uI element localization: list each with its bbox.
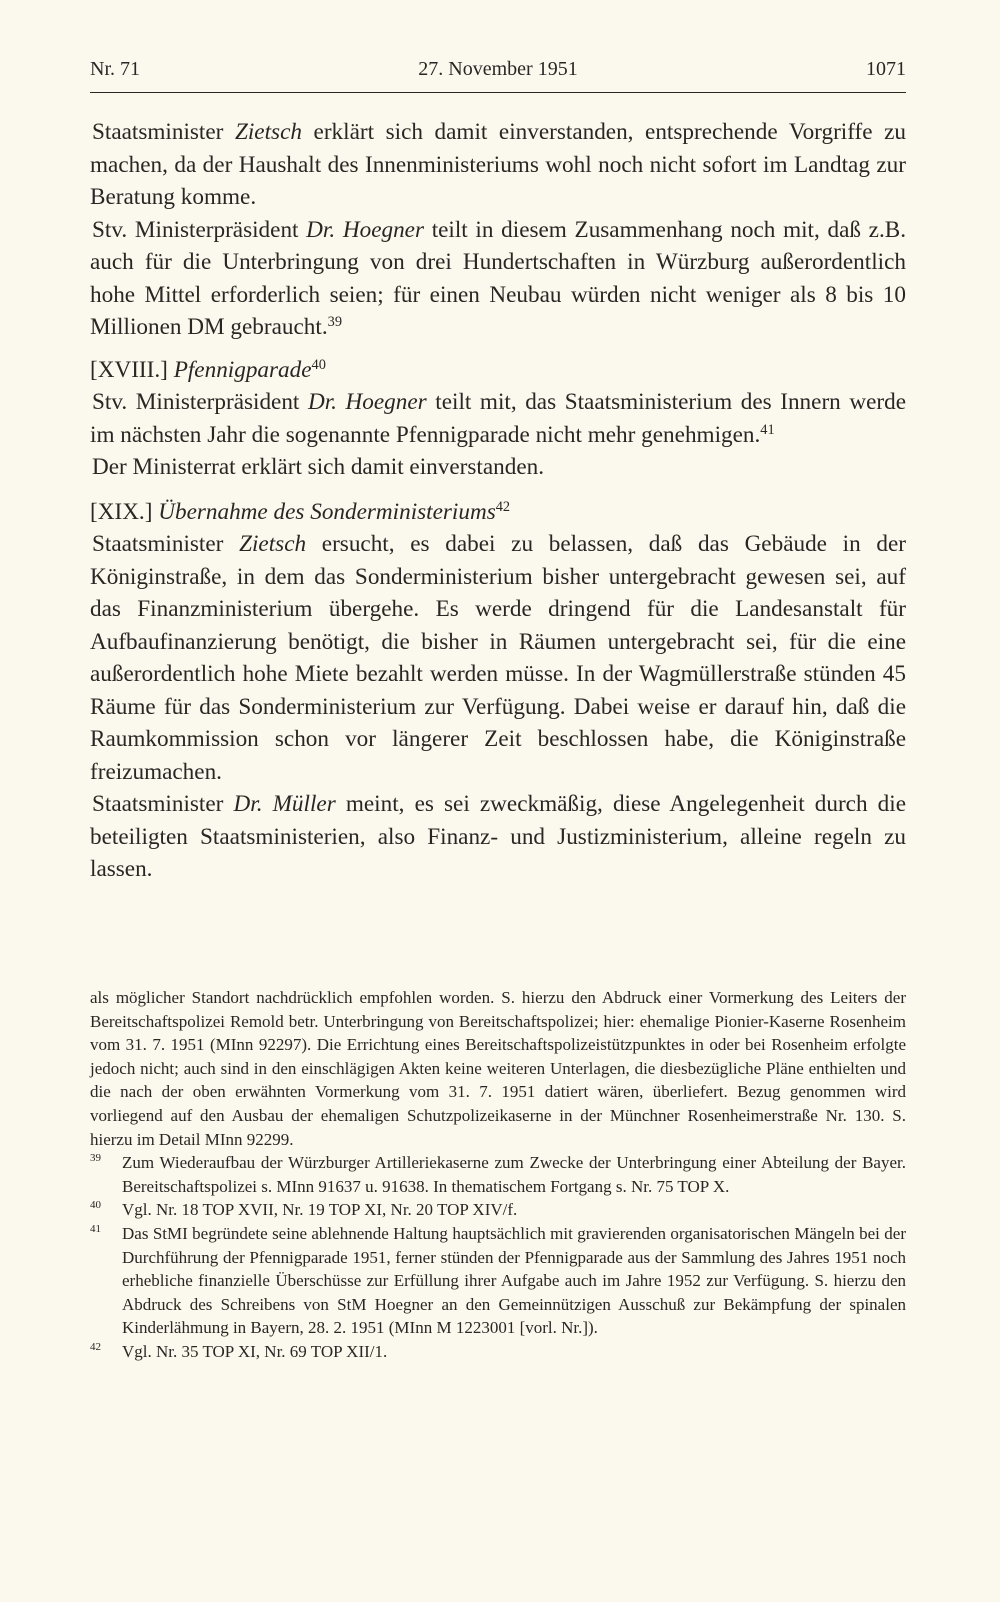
paragraph: Staatsminister Dr. Müller meint, es sei zweckmäßig, diese Angelegenheit durch die beteiligten Staatsministerien, also Finanz- und Justizministerium, alleine regeln zu lassen. — [90, 791, 906, 882]
footnote-ref[interactable]: 40 — [311, 356, 326, 373]
paragraph: Der Ministerrat erklärt sich damit einverstanden. — [92, 454, 544, 480]
paragraph: Stv. Ministerpräsident Dr. Hoegner teilt in diesem Zusammenhang noch mit, daß z.B. auch für die Unterbringung von drei Hundertschaften in Würzburg außerordentlich hohe Mittel erforderlich seien; für einen Neubau würden nicht weniger als 8 bis 10 Millionen DM gebraucht.$^{39}$ — [90, 216, 906, 340]
document-number: Nr. 71 — [90, 58, 140, 80]
footnote-number: 39 — [90, 1152, 101, 1165]
footnote-40: 40 Vgl. Nr. 18 TOP XVII, Nr. 19 TOP XI, Nr. 20 TOP XIV/f. — [90, 1199, 518, 1220]
section-heading-xix: [XIX.] Übernahme des Sonderministeriums$^{42}$ — [90, 498, 511, 525]
speaker-name: Dr. Müller — [233, 791, 336, 817]
main-text — [90, 116, 906, 886]
footnote-number: 40 — [90, 1199, 101, 1212]
paragraph: Staatsminister Zietsch ersucht, es dabei zu belassen, daß das Gebäude in der Königinstraße, in dem das Sonderministerium bisher untergebracht gewesen sei, auf das Finanzministerium übergehe. Es werde dringend für die Landesanstalt für Aufbaufinanzierung benötigt, die bisher in Räumen untergebracht sei, für die eine außerordentlich hohe Miete bezahlt werden müsse. In der Wagmüllerstraße stünden 45 Räume für das Sonderministerium zur Verfügung. Dabei weise er darauf hin, daß die Raumkommission schon vor längerer Zeit beschlossen habe, die Königinstraße freizumachen. — [90, 531, 907, 785]
header-date: 27. November 1951 — [418, 58, 578, 80]
footnote-continuation: als möglicher Standort nachdrücklich empfohlen worden. S. hierzu den Abdruck einer Vormerkung des Leiters der Bereitschaftspolizei Remold betr. Unterbringung von Bereitschaftspolizei; hier: ehemalige Pionier-Kaserne Rosenheim vom 31. 7. 1951 (MInn 92297). Die Errichtung eines Bereitschaftspolizeistützpunktes in oder bei Rosenheim erfolgte jedoch nicht; auch sind in den einschlägigen Akten keine weiteren Unterlagen, die diesbezügliche Pläne enthielten und die nach der oben erwähnten Vormerkung vom 31. 7. 1951 datiert wären, überliefert. Bezug genommen wird vorliegend auf den Ausbau der ehemaligen Schutzpolizeikaserne in der Münchner Rosenheimerstraße Nr. 130. S. hierzu im Detail MInn 92299. — [90, 988, 906, 1149]
speaker-name: Zietsch — [234, 119, 302, 145]
paragraph: Staatsminister Zietsch erklärt sich damit einverstanden, entsprechende Vorgriffe zu machen, da der Haushalt des Innenministeriums wohl noch nicht sofort im Landtag zur Beratung komme. — [90, 119, 907, 210]
speaker-name: Zietsch — [239, 531, 307, 557]
header-rule — [90, 92, 906, 93]
footnotes — [90, 986, 906, 1364]
running-header — [90, 58, 906, 88]
footnote-ref[interactable]: 39 — [327, 314, 343, 331]
paragraph: Stv. Ministerpräsident Dr. Hoegner teilt mit, das Staatsministerium des Innern werde im nächsten Jahr die sogenannte Pfennigparade nicht mehr genehmigen.$^{41}$ — [90, 389, 906, 448]
footnote-39: 39 Zum Wiederaufbau der Würzburger Artilleriekaserne zum Zwecke der Unterbringung einer Abteilung der Bayer. Bereitschaftspolizei s. MInn 91637 u. 91638. In thematischem Fortgang s. Nr. 75 TOP X. — [90, 1152, 906, 1196]
footnote-number: 41 — [90, 1222, 101, 1235]
footnote-number: 42 — [90, 1340, 101, 1353]
page-number: 1071 — [866, 58, 906, 80]
speaker-name: Dr. Hoegner — [307, 389, 427, 415]
footnote-41: 41 Das StMI begründete seine ablehnende Haltung hauptsächlich mit gravierenden organisatorischen Mängeln bei der Durchführung der Pfennigparade 1951, ferner stünden der Pfennigparade aus der Sammlung des Jahres 1951 noch erhebliche finanzielle Überschüsse zur Erfüllung ihrer Aufgabe auch im Jahre 1952 zur Verfügung. S. hierzu den Abdruck des Schreibens von StM Hoegner an den Gemeinnützigen Ausschuß zur Bekämpfung der spinalen Kinderlähmung in Bayern, 28. 2. 1951 (MInn M 1223001 [vorl. Nr.]). — [90, 1222, 906, 1338]
speaker-name: Dr. Hoegner — [306, 216, 424, 243]
section-heading-xviii: [XVIII.] Pfennigparade$^{40}$ — [90, 356, 326, 383]
footnote-ref[interactable]: 42 — [495, 498, 511, 515]
footnote-42: 42 Vgl. Nr. 35 TOP XI, Nr. 69 TOP XII/1. — [90, 1340, 388, 1361]
footnote-ref[interactable]: 41 — [760, 421, 775, 438]
